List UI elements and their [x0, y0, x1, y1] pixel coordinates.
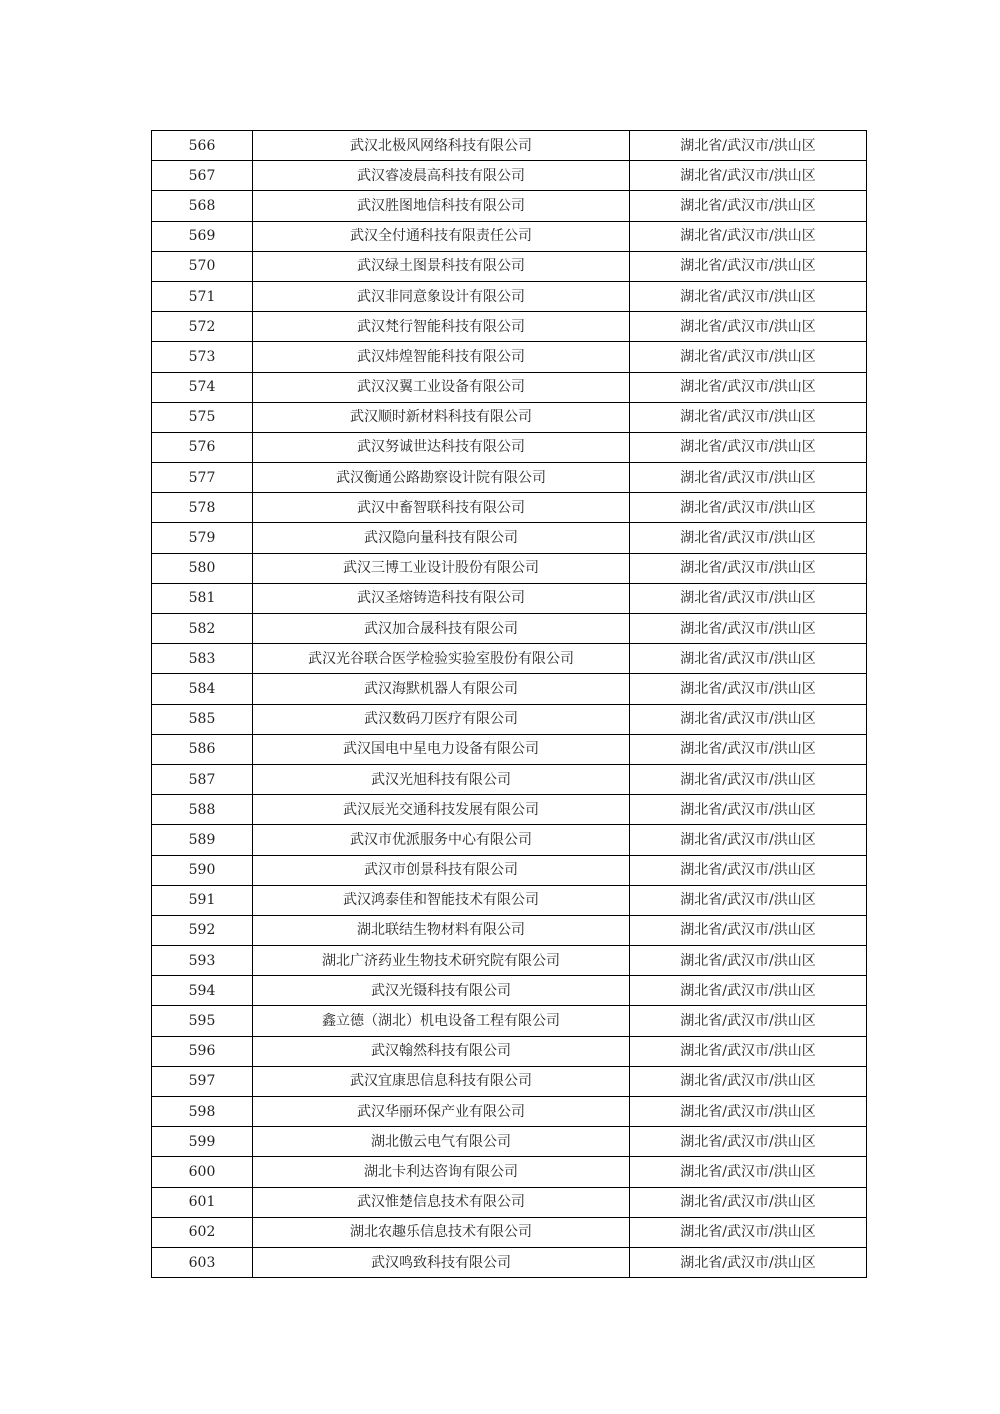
company-name-cell: 武汉数码刀医疗有限公司 [253, 704, 630, 734]
company-name-cell: 武汉炜煌智能科技有限公司 [253, 342, 630, 372]
region-cell: 湖北省/武汉市/洪山区 [630, 885, 867, 915]
company-name-cell: 湖北卡利达咨询有限公司 [253, 1157, 630, 1187]
table-row [152, 221, 867, 251]
table-row [152, 1036, 867, 1066]
company-name-cell: 武汉胜图地信科技有限公司 [253, 191, 630, 221]
row-number-cell: 567 [152, 161, 253, 191]
row-number-cell: 570 [152, 251, 253, 281]
row-number-cell: 569 [152, 221, 253, 251]
region-cell: 湖北省/武汉市/洪山区 [630, 523, 867, 553]
company-name-cell: 武汉海默机器人有限公司 [253, 674, 630, 704]
table-row [152, 885, 867, 915]
table-row [152, 161, 867, 191]
region-cell: 湖北省/武汉市/洪山区 [630, 251, 867, 281]
region-cell: 湖北省/武汉市/洪山区 [630, 764, 867, 794]
company-name-cell: 武汉光镊科技有限公司 [253, 976, 630, 1006]
region-cell: 湖北省/武汉市/洪山区 [630, 734, 867, 764]
table-row [152, 251, 867, 281]
table-row [152, 614, 867, 644]
company-name-cell: 武汉汉翼工业设备有限公司 [253, 372, 630, 402]
region-cell: 湖北省/武汉市/洪山区 [630, 1127, 867, 1157]
row-number-cell: 577 [152, 463, 253, 493]
company-name-cell: 武汉努诚世达科技有限公司 [253, 432, 630, 462]
company-name-cell: 武汉隐向量科技有限公司 [253, 523, 630, 553]
company-name-cell: 武汉惟楚信息技术有限公司 [253, 1187, 630, 1217]
row-number-cell: 595 [152, 1006, 253, 1036]
row-number-cell: 592 [152, 915, 253, 945]
region-cell: 湖北省/武汉市/洪山区 [630, 976, 867, 1006]
row-number-cell: 571 [152, 281, 253, 311]
row-number-cell: 584 [152, 674, 253, 704]
row-number-cell: 589 [152, 825, 253, 855]
region-cell: 湖北省/武汉市/洪山区 [630, 915, 867, 945]
row-number-cell: 596 [152, 1036, 253, 1066]
company-name-cell: 武汉全付通科技有限责任公司 [253, 221, 630, 251]
row-number-cell: 587 [152, 764, 253, 794]
row-number-cell: 590 [152, 855, 253, 885]
table-row [152, 825, 867, 855]
company-table [151, 130, 867, 1278]
region-cell: 湖北省/武汉市/洪山区 [630, 553, 867, 583]
region-cell: 湖北省/武汉市/洪山区 [630, 1036, 867, 1066]
row-number-cell: 580 [152, 553, 253, 583]
region-cell: 湖北省/武汉市/洪山区 [630, 161, 867, 191]
table-row [152, 704, 867, 734]
company-name-cell: 武汉绿土图景科技有限公司 [253, 251, 630, 281]
company-name-cell: 武汉梵行智能科技有限公司 [253, 312, 630, 342]
table-row [152, 1217, 867, 1247]
region-cell: 湖北省/武汉市/洪山区 [630, 281, 867, 311]
region-cell: 湖北省/武汉市/洪山区 [630, 825, 867, 855]
row-number-cell: 594 [152, 976, 253, 1006]
row-number-cell: 588 [152, 795, 253, 825]
region-cell: 湖北省/武汉市/洪山区 [630, 704, 867, 734]
region-cell: 湖北省/武汉市/洪山区 [630, 312, 867, 342]
table-row [152, 674, 867, 704]
region-cell: 湖北省/武汉市/洪山区 [630, 1157, 867, 1187]
row-number-cell: 574 [152, 372, 253, 402]
table-row [152, 402, 867, 432]
region-cell: 湖北省/武汉市/洪山区 [630, 432, 867, 462]
row-number-cell: 586 [152, 734, 253, 764]
region-cell: 湖北省/武汉市/洪山区 [630, 583, 867, 613]
row-number-cell: 599 [152, 1127, 253, 1157]
row-number-cell: 573 [152, 342, 253, 372]
table-row [152, 1006, 867, 1036]
company-name-cell: 武汉非同意象设计有限公司 [253, 281, 630, 311]
row-number-cell: 576 [152, 432, 253, 462]
table-row [152, 372, 867, 402]
row-number-cell: 603 [152, 1247, 253, 1277]
company-name-cell: 武汉北极风网络科技有限公司 [253, 131, 630, 161]
region-cell: 湖北省/武汉市/洪山区 [630, 342, 867, 372]
region-cell: 湖北省/武汉市/洪山区 [630, 1097, 867, 1127]
company-name-cell: 武汉市优派服务中心有限公司 [253, 825, 630, 855]
table-row [152, 1187, 867, 1217]
table-row [152, 1097, 867, 1127]
company-name-cell: 湖北广济药业生物技术研究院有限公司 [253, 946, 630, 976]
table-row [152, 281, 867, 311]
row-number-cell: 566 [152, 131, 253, 161]
table-row [152, 1247, 867, 1277]
company-name-cell: 武汉鸿泰佳和智能技术有限公司 [253, 885, 630, 915]
region-cell: 湖北省/武汉市/洪山区 [630, 131, 867, 161]
table-row [152, 191, 867, 221]
company-name-cell: 武汉光旭科技有限公司 [253, 764, 630, 794]
region-cell: 湖北省/武汉市/洪山区 [630, 191, 867, 221]
region-cell: 湖北省/武汉市/洪山区 [630, 402, 867, 432]
table-row [152, 493, 867, 523]
region-cell: 湖北省/武汉市/洪山区 [630, 614, 867, 644]
table-row [152, 1066, 867, 1096]
table-row [152, 1157, 867, 1187]
company-name-cell: 武汉鸣致科技有限公司 [253, 1247, 630, 1277]
table-row [152, 915, 867, 945]
company-name-cell: 武汉三博工业设计股份有限公司 [253, 553, 630, 583]
table-row [152, 342, 867, 372]
company-name-cell: 武汉顺时新材料科技有限公司 [253, 402, 630, 432]
row-number-cell: 581 [152, 583, 253, 613]
region-cell: 湖北省/武汉市/洪山区 [630, 463, 867, 493]
table-row [152, 463, 867, 493]
company-name-cell: 武汉光谷联合医学检验实验室股份有限公司 [253, 644, 630, 674]
row-number-cell: 600 [152, 1157, 253, 1187]
table-row [152, 432, 867, 462]
company-name-cell: 武汉市创景科技有限公司 [253, 855, 630, 885]
company-name-cell: 武汉圣熔铸造科技有限公司 [253, 583, 630, 613]
company-name-cell: 武汉中畜智联科技有限公司 [253, 493, 630, 523]
company-name-cell: 武汉睿凌晨高科技有限公司 [253, 161, 630, 191]
table-row [152, 131, 867, 161]
row-number-cell: 579 [152, 523, 253, 553]
table-row [152, 976, 867, 1006]
region-cell: 湖北省/武汉市/洪山区 [630, 674, 867, 704]
row-number-cell: 582 [152, 614, 253, 644]
table-row [152, 523, 867, 553]
region-cell: 湖北省/武汉市/洪山区 [630, 1247, 867, 1277]
row-number-cell: 601 [152, 1187, 253, 1217]
table-row [152, 553, 867, 583]
row-number-cell: 575 [152, 402, 253, 432]
table-body [152, 131, 867, 1278]
row-number-cell: 597 [152, 1066, 253, 1096]
region-cell: 湖北省/武汉市/洪山区 [630, 1187, 867, 1217]
region-cell: 湖北省/武汉市/洪山区 [630, 946, 867, 976]
region-cell: 湖北省/武汉市/洪山区 [630, 644, 867, 674]
region-cell: 湖北省/武汉市/洪山区 [630, 855, 867, 885]
company-name-cell: 湖北农趣乐信息技术有限公司 [253, 1217, 630, 1247]
company-name-cell: 鑫立德（湖北）机电设备工程有限公司 [253, 1006, 630, 1036]
region-cell: 湖北省/武汉市/洪山区 [630, 1217, 867, 1247]
table-row [152, 312, 867, 342]
company-name-cell: 湖北傲云电气有限公司 [253, 1127, 630, 1157]
table-row [152, 644, 867, 674]
region-cell: 湖北省/武汉市/洪山区 [630, 372, 867, 402]
table-row [152, 946, 867, 976]
company-name-cell: 武汉加合晟科技有限公司 [253, 614, 630, 644]
region-cell: 湖北省/武汉市/洪山区 [630, 795, 867, 825]
table-row [152, 734, 867, 764]
row-number-cell: 591 [152, 885, 253, 915]
row-number-cell: 572 [152, 312, 253, 342]
region-cell: 湖北省/武汉市/洪山区 [630, 1006, 867, 1036]
company-name-cell: 武汉宜康思信息科技有限公司 [253, 1066, 630, 1096]
company-name-cell: 武汉华丽环保产业有限公司 [253, 1097, 630, 1127]
company-name-cell: 湖北联结生物材料有限公司 [253, 915, 630, 945]
table-row [152, 855, 867, 885]
row-number-cell: 602 [152, 1217, 253, 1247]
company-name-cell: 武汉辰光交通科技发展有限公司 [253, 795, 630, 825]
row-number-cell: 578 [152, 493, 253, 523]
region-cell: 湖北省/武汉市/洪山区 [630, 221, 867, 251]
row-number-cell: 598 [152, 1097, 253, 1127]
table-row [152, 1127, 867, 1157]
row-number-cell: 593 [152, 946, 253, 976]
row-number-cell: 568 [152, 191, 253, 221]
region-cell: 湖北省/武汉市/洪山区 [630, 493, 867, 523]
company-name-cell: 武汉翰然科技有限公司 [253, 1036, 630, 1066]
company-name-cell: 武汉衡通公路勘察设计院有限公司 [253, 463, 630, 493]
table-row [152, 583, 867, 613]
row-number-cell: 585 [152, 704, 253, 734]
region-cell: 湖北省/武汉市/洪山区 [630, 1066, 867, 1096]
company-name-cell: 武汉国电中星电力设备有限公司 [253, 734, 630, 764]
row-number-cell: 583 [152, 644, 253, 674]
table-row [152, 764, 867, 794]
table-row [152, 795, 867, 825]
